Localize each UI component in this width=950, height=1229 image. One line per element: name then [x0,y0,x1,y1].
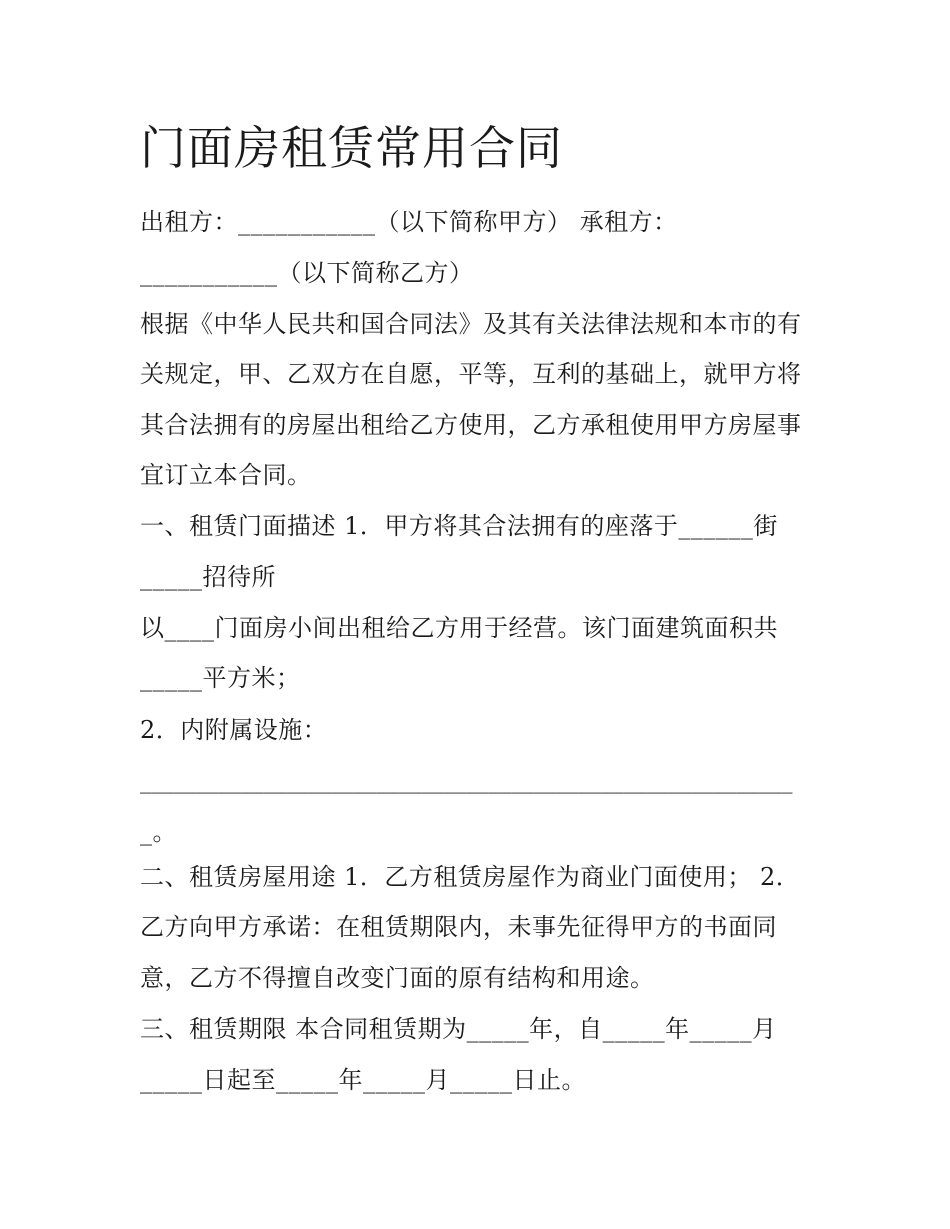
section-2-heading-line: 二、租赁房屋用途 1．乙方租赁房屋作为商业门面使用； 2． [140,863,801,891]
paragraph-line-preamble-2: 关规定，甲、乙双方在自愿，平等，互利的基础上，就甲方将 [140,360,802,388]
section-1-line-2: _____招待所 [140,563,276,591]
paragraph-line-preamble-3: 其合法拥有的房屋出租给乙方使用，乙方承租使用甲方房屋事 [140,411,802,439]
section-1-line-3: 以____门面房小间出租给乙方用于经营。该门面建筑面积共 [140,614,778,642]
section-1-facilities-line: 2．内附属设施： [140,716,328,744]
section-2-line-3: 意，乙方不得擅自改变门面的原有结构和用途。 [140,964,655,992]
section-1-heading-line: 一、租赁门面描述 1．甲方将其合法拥有的座落于______街 [140,512,778,540]
paragraph-line-lessor: 出租方：___________（以下简称甲方） 承租方： [140,208,678,236]
section-3-heading-line: 三、租赁期限 本合同租赁期为_____年，自_____年_____月 [140,1015,777,1043]
facilities-blank-line: __________________________________________________________ [140,768,793,794]
section-2-line-2: 乙方向甲方承诺：在租赁期限内，未事先征得甲方的书面同 [140,913,777,941]
paragraph-line-preamble-1: 根据《中华人民共和国合同法》及其有关法律法规和本市的有 [140,310,802,338]
document-title: 门面房租赁常用合同 [140,121,563,175]
paragraph-line-lessee: ___________（以下简称乙方） [140,259,474,287]
facilities-blank-end: _。 [140,818,177,846]
paragraph-line-preamble-4: 宜订立本合同。 [140,461,312,489]
section-3-line-2: _____日起至_____年_____月_____日止。 [140,1066,586,1094]
section-1-line-4: _____平方米； [140,664,301,692]
